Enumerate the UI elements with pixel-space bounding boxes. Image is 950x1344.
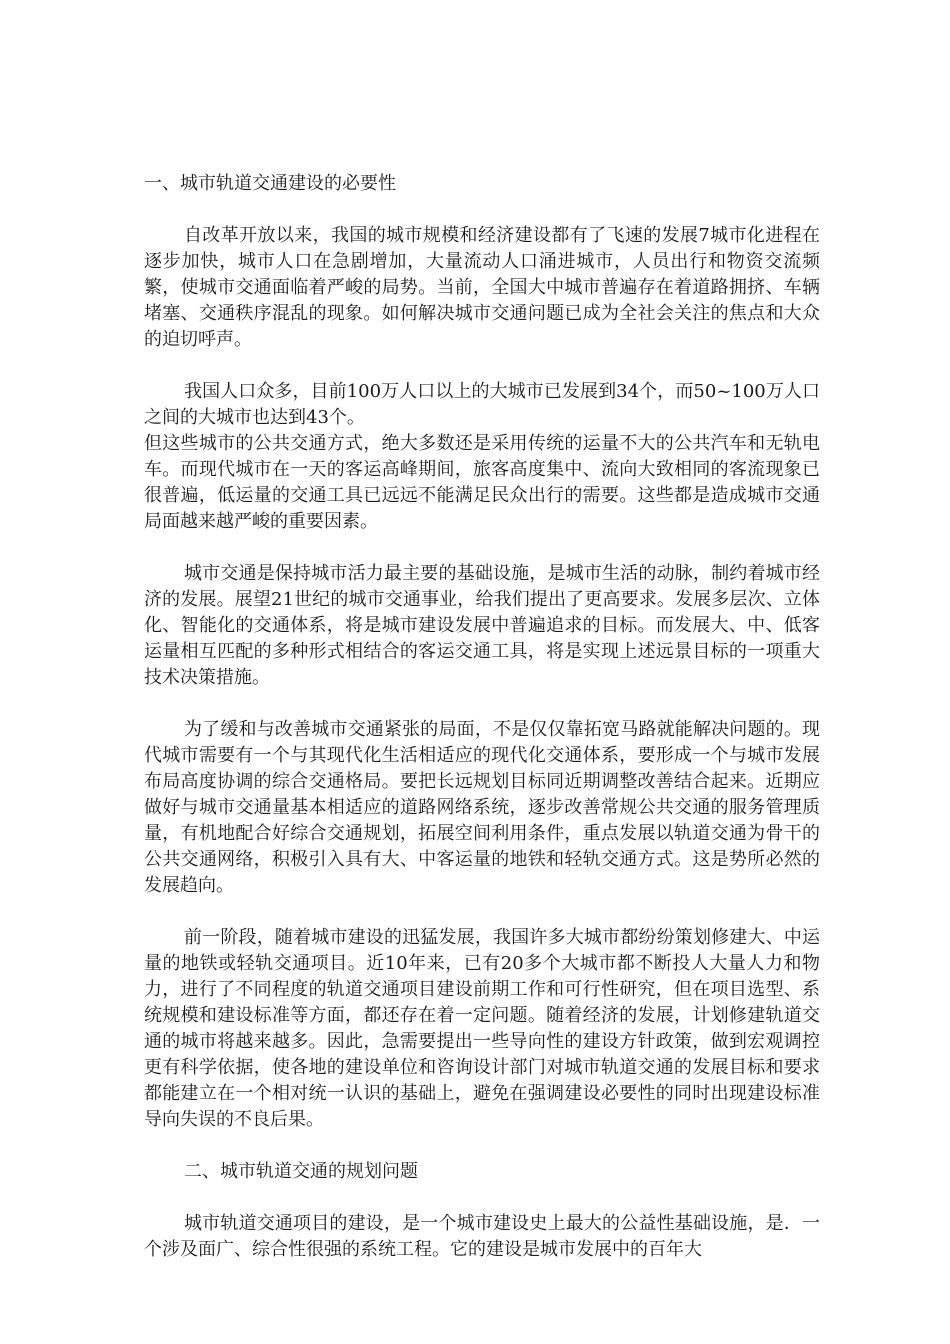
- section-heading-necessity: 一、城市轨道交通建设的必要性: [144, 173, 396, 194]
- paragraph-6: 前一阶段，随着城市建设的迅猛发展，我国许多大城市都纷纷策划修建大、中运量的地铁或轻轨交通项目。近10年来，已有20多个大城市都不断投人大量人力和物力，进行了不同程度的轨道交通项目建设前期工作和可行性研究，但在项目选型、系统规模和建设标准等方面，都还存在着一定问题。随着经济的发展，计划修建轨道交通的城市将越来越多。因此，急需要提出一些导向性的建设方针政策，做到宏观调控更有科学依据，使各地的建设单位和咨询设计部门对城市轨道交通的发展目标和要求都能建立在一个相对统一认识的基础上，避免在强调建设必要性的同时出现建设标准导向失误的不良后果。: [144, 927, 820, 1130]
- document-body: [144, 171, 820, 1263]
- paragraph-3: 但这些城市的公共交通方式，绝大多数还是采用传统的运量不大的公共汽车和无轨电车。而现代城市在一天的客运高峰期间，旅客高度集中、流向大致相同的客流现象已很普遍，低运量的交通工具已远远不能满足民众出行的需要。这些都是造成城市交通局面越来越严峻的重要因素。: [144, 433, 820, 532]
- section-heading-planning: 二、城市轨道交通的规划问题: [184, 1161, 418, 1182]
- paragraph-4: 城市交通是保持城市活力最主要的基础设施，是城市生活的动脉，制约着城市经济的发展。展望21世纪的城市交通事业，给我们提出了更高要求。发展多层次、立体化、智能化的交通体系，将是城市建设发展中普遍追求的目标。而发展大、中、低客运量相互匹配的多种形式相结合的客运交通工具，将是实现上述远景目标的一项重大技术决策措施。: [144, 563, 820, 688]
- paragraph-1: 自改革开放以来，我国的城市规模和经济建设都有了飞速的发展7城市化进程在逐步加快，城市人口在急剧增加，大量流动人口涌进城市，人员出行和物资交流频繁，使城市交通面临着严峻的局势。当前，全国大中城市普遍存在着道路拥挤、车辆堵塞、交通秩序混乱的现象。如何解决城市交通问题已成为全社会关注的焦点和大众的迫切呼声。: [144, 225, 820, 350]
- paragraph-2: 我国人口众多，目前100万人口以上的大城市已发展到34个，而50~100万人口之间的大城市也达到43个。: [144, 381, 820, 428]
- paragraph-5: 为了缓和与改善城市交通紧张的局面，不是仅仅靠拓宽马路就能解决问题的。现代城市需要有一个与其现代化生活相适应的现代化交通体系，要形成一个与城市发展布局高度协调的综合交通格局。要把长远规划目标同近期调整改善结合起来。近期应做好与城市交通量基本相适应的道路网络系统，逐步改善常规公共交通的服务管理质量，有机地配合好综合交通规划，拓展空间利用条件，重点发展以轨道交通为骨干的公共交通网络，积极引入具有大、中客运量的地铁和轻轨交通方式。这是势所必然的发展趋向。: [144, 719, 820, 896]
- paragraph-7: 城市轨道交通项目的建设，是一个城市建设史上最大的公益性基础设施，是．一个涉及面广、综合性很强的系统工程。它的建设是城市发展中的百年大: [144, 1213, 820, 1260]
